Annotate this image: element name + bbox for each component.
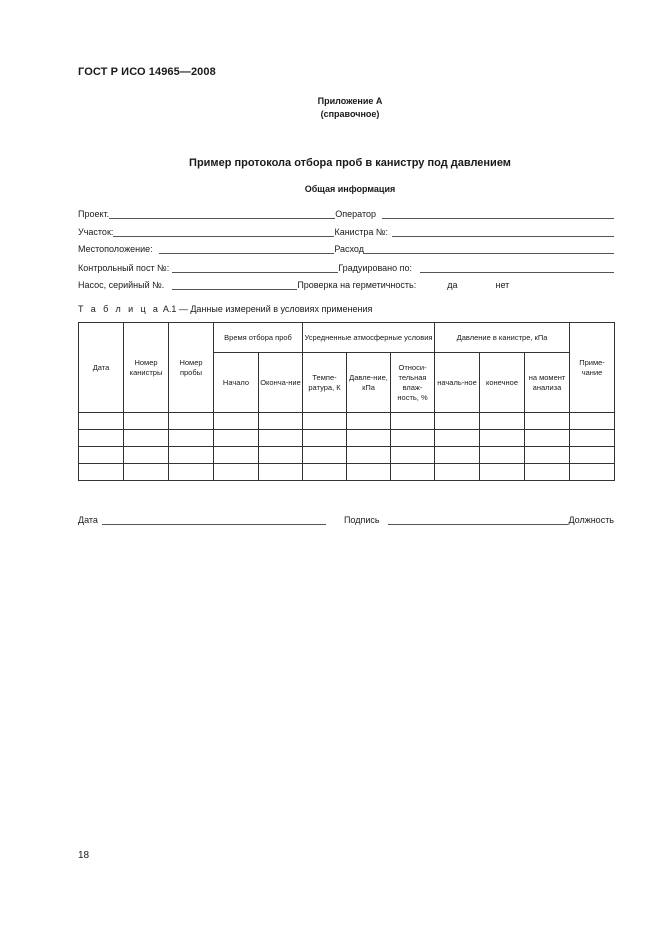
flow-field[interactable] [364,244,614,254]
header-pressure: Давле-ние, кПа [347,353,391,413]
table-cell[interactable] [169,464,214,481]
measurement-table [78,322,615,481]
table-row [79,413,615,430]
header-at-analysis: на момент анализа [525,353,570,413]
signature-date-field[interactable] [102,515,326,525]
header-start: Начало [214,353,259,413]
table-row [79,464,615,481]
header-avg-conditions: Усредненные атмосферные условия [303,323,435,353]
table-cell[interactable] [525,464,570,481]
header-initial: началь-ное [435,353,480,413]
header-humidity: Относи-тельная влаж-ность, % [391,353,435,413]
form-row-control-post [78,261,614,273]
site-label: Участок: [78,227,114,237]
table-cell[interactable] [259,430,303,447]
signature-row [78,513,614,525]
table-cell[interactable] [303,430,347,447]
section-title: Общая информация [304,184,396,194]
table-cell[interactable] [214,464,259,481]
table-cell[interactable] [124,413,169,430]
appendix-heading [0,95,661,121]
table-body [79,413,615,481]
flow-label: Расход [334,244,364,254]
table-cell[interactable] [79,413,124,430]
header-final: конечное [480,353,525,413]
site-field[interactable] [113,227,334,237]
location-label: Местоположение: [78,244,153,254]
table-row [79,447,615,464]
operator-field[interactable] [382,209,614,219]
table-row [79,430,615,447]
header-end: Оконча-ние [259,353,303,413]
table-cell[interactable] [570,464,615,481]
location-field[interactable] [159,244,335,254]
form-row-pump [78,278,614,290]
document-title: Пример протокола отбора проб в канистру под давлением [189,157,511,169]
calibrated-label: Градуировано по: [338,263,412,273]
table-caption [78,304,372,314]
pump-field[interactable] [172,280,297,290]
table-cell[interactable] [169,447,214,464]
table-cell[interactable] [259,447,303,464]
canister-label: Канистра №: [334,227,388,237]
table-cell[interactable] [347,464,391,481]
control-post-label: Контрольный пост №: [78,263,170,273]
header-temperature: Темпе-ратура, К [303,353,347,413]
header-sample-no: Номер пробы [169,323,214,413]
header-remarks: Приме-чание [570,323,615,413]
control-post-field[interactable] [172,263,338,273]
table-cell[interactable] [214,430,259,447]
table-cell[interactable] [169,430,214,447]
table-cell[interactable] [303,464,347,481]
form-row-site [78,225,614,237]
table-cell[interactable] [124,464,169,481]
table-caption-prefix: Т а б л и ц а [78,304,161,314]
leak-check-label: Проверка на герметичность: [297,280,417,290]
project-field[interactable] [109,209,335,219]
table-cell[interactable] [303,413,347,430]
table-cell[interactable] [214,447,259,464]
project-label: Проект. [78,209,110,219]
table-cell[interactable] [570,447,615,464]
page-number: 18 [78,850,90,861]
appendix-note: (справочное) [320,109,380,119]
signature-field[interactable] [388,515,569,525]
table-cell[interactable] [259,464,303,481]
header-sampling-time: Время отбора проб [214,323,303,353]
appendix-title: Приложение А [317,96,383,106]
table-cell[interactable] [480,430,525,447]
table-cell[interactable] [347,447,391,464]
form-row-location [78,242,614,254]
table-cell[interactable] [124,447,169,464]
table-cell[interactable] [79,430,124,447]
table-cell[interactable] [435,464,480,481]
table-cell[interactable] [525,447,570,464]
table-caption-text: А.1 — Данные измерений в условиях применения [162,304,373,314]
table-cell[interactable] [124,430,169,447]
header-date: Дата [79,323,124,413]
leak-check-yes[interactable]: да [447,280,458,290]
table-cell[interactable] [480,464,525,481]
table-cell[interactable] [391,413,435,430]
table-cell[interactable] [214,413,259,430]
table-cell[interactable] [79,447,124,464]
table-cell[interactable] [347,430,391,447]
signature-date-label: Дата [78,515,98,525]
table-cell[interactable] [169,413,214,430]
pump-label: Насос, серийный №. [78,280,165,290]
table-cell[interactable] [570,413,615,430]
calibrated-field[interactable] [420,263,614,273]
table-cell[interactable] [435,447,480,464]
leak-check-no[interactable]: нет [495,280,510,290]
table-cell[interactable] [391,464,435,481]
table-cell[interactable] [79,464,124,481]
table-cell[interactable] [435,430,480,447]
table-cell[interactable] [303,447,347,464]
document-header: ГОСТ Р ИСО 14965—2008 [78,66,216,78]
table-cell[interactable] [570,430,615,447]
header-canister-pressure: Давление в канистре, кПа [435,323,570,353]
header-canister-no: Номер канистры [124,323,169,413]
table-cell[interactable] [525,430,570,447]
signature-label: Подпись [343,515,380,525]
position-label: Должность [568,515,614,525]
form-row-project [78,207,614,219]
table-cell[interactable] [480,447,525,464]
table-cell[interactable] [391,447,435,464]
table-cell[interactable] [525,413,570,430]
table-cell[interactable] [259,413,303,430]
table-cell[interactable] [347,413,391,430]
table-cell[interactable] [435,413,480,430]
operator-label: Оператор [335,209,376,219]
table-cell[interactable] [480,413,525,430]
canister-field[interactable] [392,227,614,237]
table-cell[interactable] [391,430,435,447]
